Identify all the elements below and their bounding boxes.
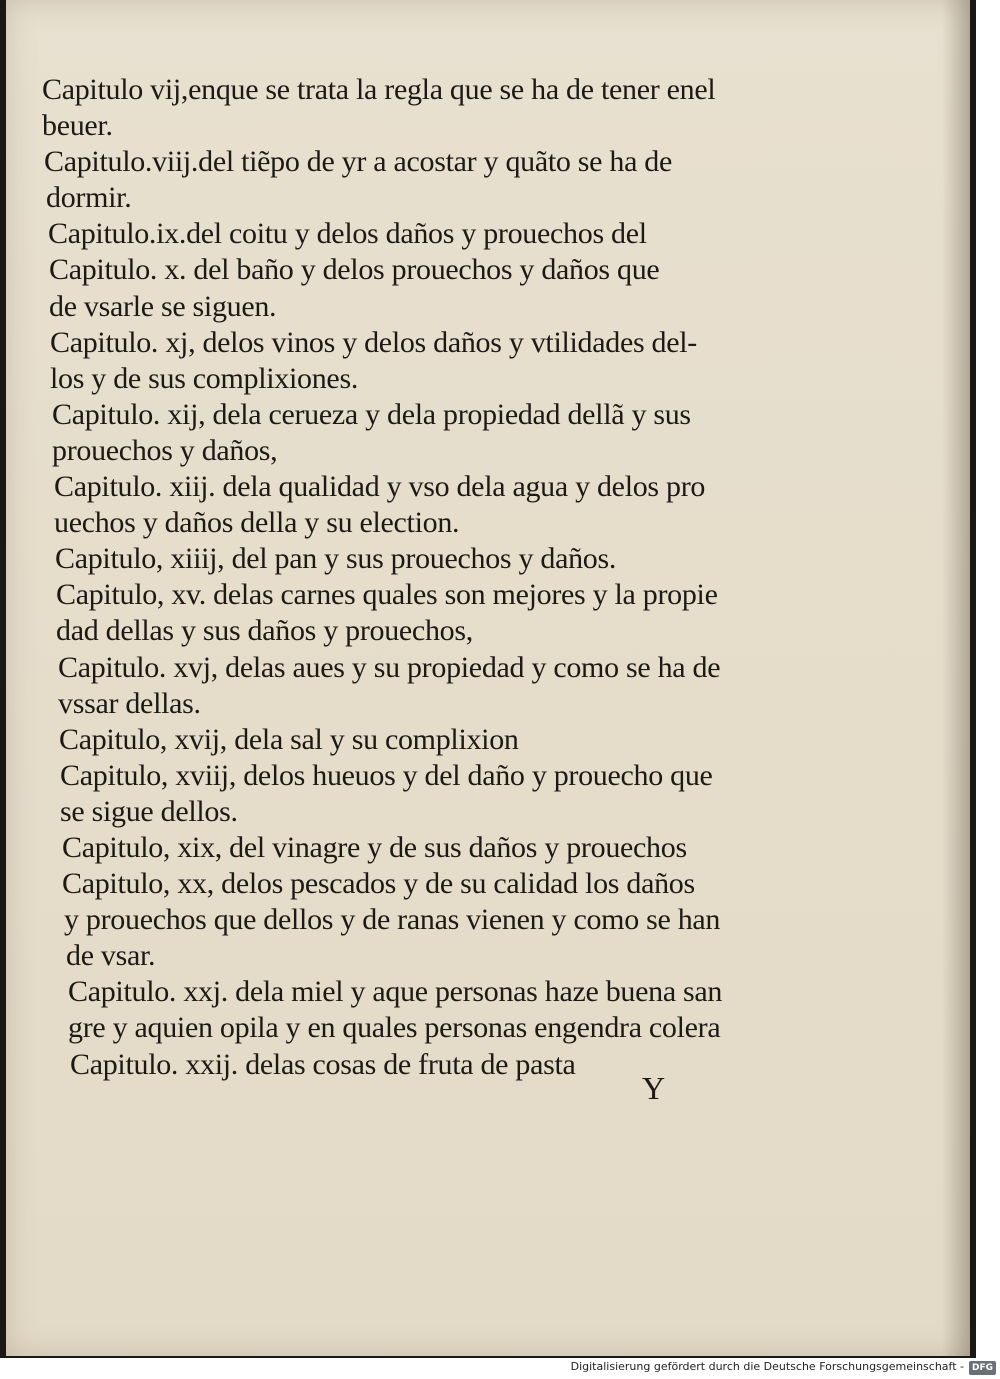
toc-line: Capitulo.viij.del tiẽpo de yr a acostar y quãto se ha de (44, 145, 673, 179)
toc-line: Capitulo. xvj, delas aues y su propiedad y como se ha de (58, 650, 721, 684)
toc-line: Capitulo, xx, delos pescados y de su calidad los daños (62, 867, 695, 901)
toc-line: dad dellas y sus daños y prouechos, (56, 614, 473, 648)
toc-line: Capitulo, xvij, dela sal y su complixion (59, 722, 519, 756)
toc-line: Capitulo, xv. delas carnes quales son mejores y la propie (56, 578, 718, 612)
toc-line: Capitulo. xij, dela cerueza y dela propiedad dellã y sus (52, 397, 691, 431)
toc-line: Capitulo. xxj. dela miel y aque personas haze buena san (68, 975, 723, 1009)
toc-line: de vsar. (66, 939, 156, 973)
dfg-logo-icon: DFG (969, 1361, 996, 1375)
toc-line: Capitulo. xiij. dela qualidad y vso dela agua y delos pro (54, 470, 706, 504)
toc-line: Capitulo, xiiij, del pan y sus prouechos y daños. (55, 542, 617, 576)
toc-line: Capitulo vij,enque se trata la regla que se ha de tener enel (42, 73, 716, 106)
toc-line: beuer. (42, 109, 113, 143)
catchword: Y (642, 1070, 666, 1106)
digitization-footer (0, 1358, 1000, 1379)
toc-line: de vsarle se siguen. (49, 289, 277, 323)
toc-line: se sigue dellos. (60, 794, 238, 828)
book-page (6, 0, 970, 1356)
toc-line: Capitulo. xxij. delas cosas de fruta de pasta (70, 1047, 576, 1081)
table-of-contents (42, 72, 782, 1083)
toc-line: uechos y daños della y su election. (54, 506, 460, 540)
toc-line: gre y aquien opila y en quales personas engendra colera (68, 1011, 721, 1045)
toc-line: los y de sus complixiones. (50, 361, 359, 395)
toc-line: Capitulo.ix.del coitu y delos daños y prouechos del (48, 217, 647, 251)
toc-line: Capitulo. x. del baño y delos prouechos y daños que (49, 253, 660, 287)
toc-line: prouechos y daños, (52, 433, 278, 467)
toc-line: Capitulo, xix, del vinagre y de sus daños y prouechos (62, 830, 687, 864)
funding-credit: Digitalisierung gefördert durch die Deutsche Forschungsgemeinschaft - (570, 1360, 964, 1373)
toc-line: Capitulo. xj, delos vinos y delos daños y vtilidades del- (50, 325, 698, 359)
toc-line: Capitulo, xviij, delos hueuos y del daño y prouecho que (60, 758, 713, 792)
toc-line: vssar dellas. (58, 686, 201, 720)
toc-line: y prouechos que dellos y de ranas vienen y como se han (64, 903, 721, 937)
toc-line: dormir. (46, 181, 132, 215)
